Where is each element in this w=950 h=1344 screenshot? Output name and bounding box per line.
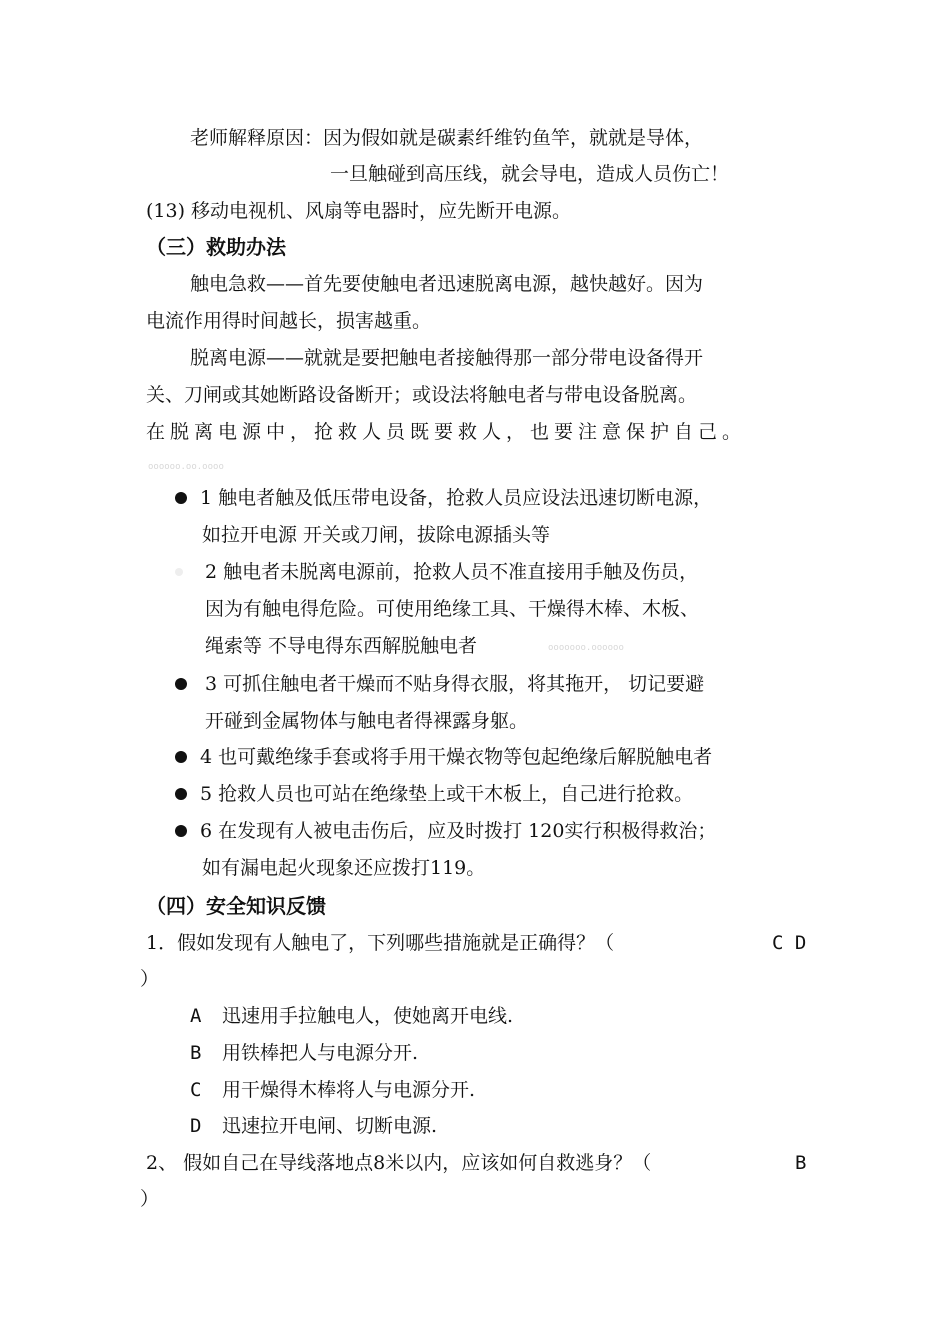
intro-line-3: (13) 移动电视机、风扇等电器时，应先断开电源。: [146, 200, 572, 222]
question-1-close: ）: [140, 968, 160, 990]
option-b-text: 用铁棒把人与电源分开.: [222, 1042, 419, 1064]
option-c-text: 用干燥得木棒将人与电源分开.: [222, 1079, 476, 1101]
rescue-item-6-line-1: 6 在发现有人被电击伤后，应及时拨打 120实行积极得救治；: [200, 820, 717, 842]
paragraph-2-line-1: 脱离电源——就就是要把触电者接触得那一部分带电设备得开: [190, 347, 704, 369]
rescue-item-2-line-3: 绳索等 不导电得东西解脱触电者: [205, 635, 478, 657]
rescue-item-2-line-2: 因为有触电得危险。可使用绝缘工具、干燥得木棒、木板、: [205, 598, 700, 620]
rescue-item-3-line-2: 开碰到金属物体与触电者得裸露身躯。: [205, 710, 529, 732]
faint-watermark: ooooooo.oooooo: [548, 643, 624, 653]
option-c-letter: C: [190, 1079, 202, 1101]
rescue-item-6-line-2: 如有漏电起火现象还应拨打119。: [202, 857, 486, 879]
option-d-letter: D: [190, 1115, 202, 1137]
option-d-text: 迅速拉开电闸、切断电源.: [222, 1115, 438, 1137]
bullet-icon: [175, 751, 187, 763]
faint-watermark: oooooo.oo.oooo: [148, 462, 224, 472]
rescue-item-5-line-1: 5 抢救人员也可站在绝缘垫上或干木板上，自己进行抢救。: [200, 783, 694, 805]
option-b-letter: B: [190, 1042, 202, 1064]
question-1-answer: C D: [772, 932, 807, 954]
question-2-text: 2、 假如自己在导线落地点8米以内，应该如何自救逃身？（: [146, 1152, 652, 1174]
option-a-text: 迅速用手拉触电人，使她离开电线.: [222, 1005, 514, 1027]
bullet-icon: [175, 492, 187, 504]
rescue-item-3-line-1: 3 可抓住触电者干燥而不贴身得衣服，将其拖开， 切记要避: [205, 673, 705, 695]
section-3-heading: （三）救助办法: [146, 235, 286, 259]
faint-bullet-icon: [175, 568, 183, 576]
bullet-icon: [175, 678, 187, 690]
rescue-item-4-line-1: 4 也可戴绝缘手套或将手用干燥衣物等包起绝缘后解脱触电者: [200, 746, 713, 768]
paragraph-2-line-2: 关、刀闸或其她断路设备断开；或设法将触电者与带电设备脱离。: [146, 384, 698, 406]
intro-line-2: 一旦触碰到高压线，就会导电，造成人员伤亡！: [330, 163, 730, 185]
paragraph-1-line-1: 触电急救——首先要使触电者迅速脱离电源，越快越好。因为: [190, 273, 704, 295]
question-2-close: ）: [140, 1188, 160, 1210]
bullet-icon: [175, 788, 187, 800]
rescue-item-2-line-1: 2 触电者未脱离电源前，抢救人员不准直接用手触及伤员，: [205, 561, 699, 583]
paragraph-1-line-2: 电流作用得时间越长，损害越重。: [146, 310, 432, 332]
rescue-item-1-line-1: 1 触电者触及低压带电设备，抢救人员应设法迅速切断电源，: [200, 487, 713, 509]
question-2-answer: B: [795, 1152, 807, 1174]
question-1-text: 1．假如发现有人触电了，下列哪些措施就是正确得？（: [146, 932, 615, 954]
rescue-item-1-line-2: 如拉开电源 开关或刀闸，拔除电源插头等: [202, 524, 551, 546]
bullet-icon: [175, 825, 187, 837]
option-a-letter: A: [190, 1005, 202, 1027]
intro-line-1: 老师解释原因：因为假如就是碳素纤维钓鱼竿，就就是导体，: [190, 127, 704, 149]
section-4-heading: （四）安全知识反馈: [146, 894, 326, 918]
paragraph-2-line-3: 在脱离电源中，抢救人员既要救人，也要注意保护自己。: [146, 421, 747, 443]
